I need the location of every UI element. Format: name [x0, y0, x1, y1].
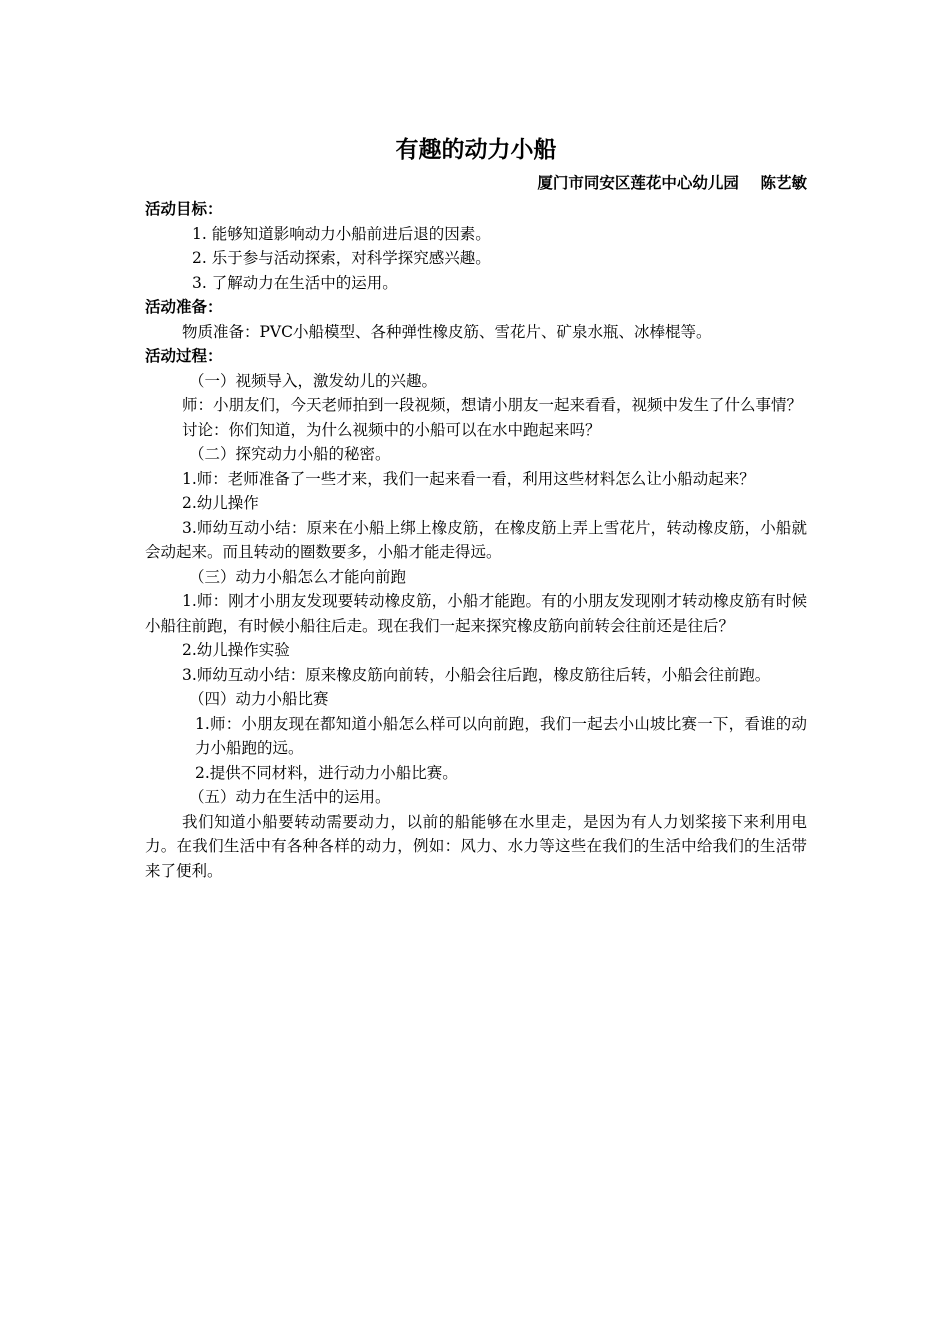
section-title: （五）动力在生活中的运用。 — [189, 788, 391, 806]
section-paragraph: 3.师幼互动小结：原来在小船上绑上橡皮筋，在橡皮筋上弄上雪花片，转动橡皮筋，小船就会动起来。而且转动的圈数要多，小船才能走得远。 — [145, 518, 807, 561]
section-title: （四）动力小船比赛 — [189, 690, 329, 708]
goals-heading: 活动目标： — [145, 200, 223, 218]
section-paragraph: 2.幼儿操作实验 — [182, 641, 290, 659]
document-page — [145, 130, 807, 883]
process-heading: 活动过程： — [145, 347, 223, 365]
section-paragraph: 1.师：老师准备了一些才来，我们一起来看一看，利用这些材料怎么让小船动起来？ — [182, 469, 755, 488]
section-paragraph: 讨论：你们知道，为什么视频中的小船可以在水中跑起来吗？ — [182, 420, 601, 439]
section-title: （三）动力小船怎么才能向前跑 — [189, 567, 407, 586]
section-paragraph: 1.师：刚才小朋友发现要转动橡皮筋，小船才能跑。有的小朋友发现刚才转动橡皮筋有时候小船往前跑，有时候小船往后走。现在我们一起来探究橡皮筋向前转会往前还是往后？ — [145, 592, 807, 635]
section-title: （一）视频导入，激发幼儿的兴趣。 — [189, 371, 438, 390]
author-line: 厦门市同安区莲花中心幼儿园 陈艺敏 — [537, 174, 807, 192]
section-title: （二）探究动力小船的秘密。 — [189, 445, 391, 463]
section-paragraph: 2.提供不同材料，进行动力小船比赛。 — [195, 763, 458, 782]
section-paragraph: 师：小朋友们，今天老师拍到一段视频，想请小朋友一起来看看，视频中发生了什么事情？ — [182, 396, 803, 414]
document-title: 有趣的动力小船 — [395, 137, 557, 163]
section-paragraph: 1.师：小朋友现在都知道小船怎么样可以向前跑，我们一起去小山坡比赛一下，看谁的动力小船跑的远。 — [195, 714, 807, 757]
prep-heading: 活动准备： — [145, 298, 223, 316]
section-paragraph: 2.幼儿操作 — [182, 494, 259, 512]
prep-text: 物质准备：PVC小船模型、各种弹性橡皮筋、雪花片、矿泉水瓶、冰棒棍等。 — [182, 322, 712, 341]
section-paragraph: 我们知道小船要转动需要动力，以前的船能够在水里走，是因为有人力划桨接下来利用电力。在我们生活中有各种各样的动力，例如：风力、水力等这些在我们的生活中给我们的生活带来了便利。 — [145, 812, 807, 880]
goal-item: 3. 了解动力在生活中的运用。 — [192, 273, 398, 292]
section-paragraph: 3.师幼互动小结：原来橡皮筋向前转，小船会往后跑，橡皮筋往后转，小船会往前跑。 — [182, 665, 771, 684]
goal-item: 2. 乐于参与活动探索，对科学探究感兴趣。 — [192, 249, 491, 267]
goal-item: 1. 能够知道影响动力小船前进后退的因素。 — [192, 224, 491, 243]
